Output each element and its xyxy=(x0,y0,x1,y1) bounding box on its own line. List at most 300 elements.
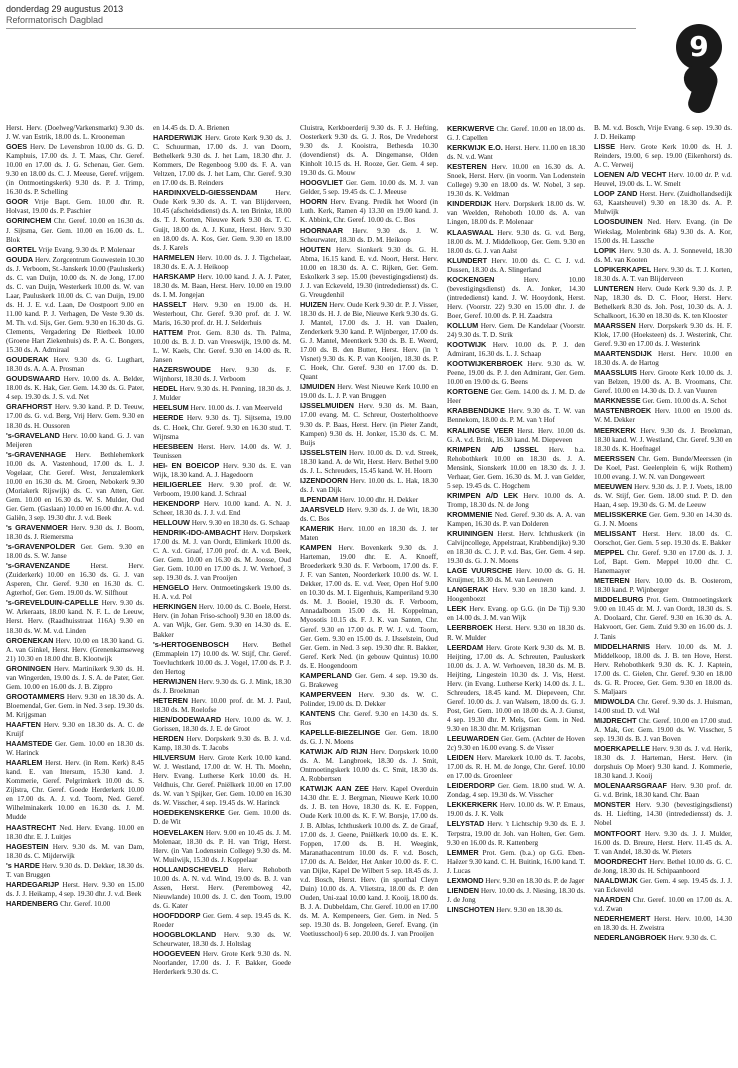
service-details: Herv. Grote Kerk 10.00 kand. W. J. Westland, 17.00 dr. W. H. Th. Moehn, Herv. Evang. Lutherse Kerk 10.00 ds. H. Veldhuis, Chr. Geref. Pniëlkerk 10.00 en 17.00 ds. W. van 't Spijker, Ger. Gem. 10.00 en 16.30 ds. W. Visscher, 4 sep. 19.45 ds. W. Harinck xyxy=(153,754,291,808)
place-name: KRUININGEN xyxy=(447,529,494,539)
listing-entry xyxy=(153,808,291,827)
listing-entry xyxy=(594,189,732,217)
listing-entry xyxy=(6,255,144,356)
listing-entry xyxy=(153,499,291,518)
service-details: Ger. Gem. 18.00 ds. G. J. N. Moens xyxy=(300,729,438,747)
listing-entry xyxy=(6,899,144,909)
place-name: KAMERIK xyxy=(300,524,335,534)
service-details: Herv. 9.30 ds. W. Scheurwater, 18.30 ds. J. Holtslag xyxy=(153,931,291,949)
service-details: Herst. Herv. 9.30 en 18.30 ds. R. W. Mulder xyxy=(447,624,585,642)
service-details: Herv. Dorpskerk 18.00 ds. W. van Weelden, Rehoboth 10.00 ds. A. van Lingen, 18.00 ds. P. Molenaar xyxy=(447,200,585,227)
service-details: Herv. 10.00 ds. J. J. Tigchelaar, 18.30 ds. E. A. J. Heikoop xyxy=(153,253,291,271)
service-details: Herv. 10.00 en 16.30 ds. A. Snoek, Herst. Herv. (in voorm. Van Lodenstein College) 9.30 en 18.00 ds. W. Nobel, 3 sep. 19.30 ds. K. Veldman xyxy=(447,163,585,199)
listing-entry xyxy=(594,284,732,321)
listing-entry xyxy=(447,734,585,753)
service-details: Herv. Dorpskerk 10.00 ds. A. M. Langbroek, 18.30 ds. J. Smit, Ontmoetingskerk 10.00 ds. C. Smit, 18.30 ds. A. Robbertsen xyxy=(300,748,438,784)
place-name: LEERDAM xyxy=(447,642,484,652)
listing-entry xyxy=(6,861,144,880)
place-name: HOOGBLOKLAND xyxy=(153,930,217,940)
service-details: Chr. Geref. 10.00 en 16.30 ds. J. Sijtsma, Ger. Gem. 10.00 en 16.00 ds. L. Blok xyxy=(6,217,144,244)
service-details: Herst. Herv. (Zuidhollandsedijk 63, Kaatsheuvel) 9.30 en 18.30 ds. A. P. Mulwijk xyxy=(594,190,732,217)
place-name: MELISSANT xyxy=(594,529,637,539)
place-name: KAPELLE-BIEZELINGE xyxy=(300,728,381,738)
place-name: HOORNAAR xyxy=(300,225,343,235)
listing-entry xyxy=(153,403,291,413)
place-name: NEDERHEMERT xyxy=(594,913,651,923)
service-details: Herv. 9.30 ds. J. W. Scheurwater, 18.30 ds. D. M. Heikoop xyxy=(300,226,438,244)
place-name: MEPPEL xyxy=(594,548,625,558)
service-details: Herv. 10.00 ds. A. Tromp, 18.30 ds. N. de Jong xyxy=(447,491,585,509)
listing-entry xyxy=(153,480,291,499)
listing-entry xyxy=(153,384,291,403)
place-name: 's HARDE xyxy=(6,860,40,870)
service-details: Herv. 10.00 ds. B. Oosterom, 18.30 kand. P. Wijnberger xyxy=(594,577,732,595)
place-name: JAARSVELD xyxy=(300,504,345,514)
listing-entry xyxy=(447,848,585,876)
place-name: 's-GRAVENPOLDER xyxy=(6,542,76,552)
listing-entry xyxy=(6,823,144,842)
listing-entry xyxy=(594,246,732,265)
listing-entry xyxy=(594,716,732,744)
place-name: LIENDEN xyxy=(447,885,480,895)
service-details: Herv. Evang. op G.G. (in De Tij) 9.30 en 14.00 ds. J. M. van Wijk xyxy=(447,605,585,623)
place-name: KRIMPEN A/D LEK xyxy=(447,490,519,500)
place-name: MIDWOLDA xyxy=(594,696,635,706)
place-name: ILPENDAM xyxy=(300,494,339,504)
place-name: HEI- EN BOEICOP xyxy=(153,460,220,470)
place-name: MAARSSEN xyxy=(594,320,636,330)
place-name: GRONINGEN xyxy=(6,663,51,673)
place-name: HOOFDDORP xyxy=(153,910,201,920)
listing-entry xyxy=(6,692,144,720)
service-details: Herv. 9.30 ds. W. C. Polinder, 19.00 ds. D. Dekker xyxy=(300,690,438,708)
listing-entry xyxy=(153,930,291,949)
listing-entry xyxy=(447,340,585,359)
service-details: Ned. Geref. 9.30 ds. A. A. van Kampen, 16.30 ds. P. van Dolderen xyxy=(447,510,585,528)
place-name: HAZERSWOUDE xyxy=(153,365,211,375)
listing-entry xyxy=(594,265,732,284)
service-details: Herv. 9.30 ds. J. Broekman, 18.30 kand. W. J. Westland, Chr. Geref. 9.30 en 18.30 ds. K. Hoefnagel xyxy=(594,426,732,453)
place-name: MOLENAARSGRAAF xyxy=(594,781,667,791)
page-header xyxy=(6,4,123,26)
listing-entry xyxy=(447,585,585,604)
listing-entry xyxy=(153,734,291,753)
service-details: Herv. 10.00 kand. G. J. van Meijeren xyxy=(6,431,144,449)
place-name: GRAFHORST xyxy=(6,402,53,412)
place-name: HENDRIK-IDO-AMBACHT xyxy=(153,528,241,538)
listing-entry xyxy=(594,914,732,933)
place-name: HAGESTEIN xyxy=(6,841,49,851)
place-name: KRIMPEN A/D IJSSEL xyxy=(447,444,539,454)
service-details: Herv. 10.00 prof. dr. M. J. Paul, 18.30 ds. M. Roelofse xyxy=(153,696,291,714)
service-details: Herst. Herv. 14.00 ds. W. J. Teunissen xyxy=(153,442,291,460)
service-details: Herv. Oude Kerk 9.30 ds. A. T. van Blijderveen, 10.45 (afscheidsdienst) ds. A. ten Brinke, 18.00 ds. T. J. Korten, Nieuwe Kerk 9.30 ds. T. C. Guijt, 18.00 ds. A. J. Kunz, Herst. Herv. 9.30 en 18.00 ds. A. Kos, Ger. Gem. 9.30 en 18.00 ds. J. Karels xyxy=(153,189,291,252)
place-name: HEDEL xyxy=(153,384,178,394)
service-details: Herv. 10.00 dr. P. v.d. Heuvel, 19.00 ds. L. W. Smelt xyxy=(594,171,732,189)
listing-entry xyxy=(6,842,144,861)
service-details: Herv. 9.30 ds. F. Wijnhorst, 18.30 ds. J. Verboom xyxy=(153,366,291,384)
service-details: Herst. Herv. (Zuiderkerk) 10.00 en 16.30 ds. G. J. van Asperen, Chr. Geref. 9.30 en 16.30 ds. C. Agterhof, Ger. Gem. 19.00 ds. W. Silfhout xyxy=(6,562,144,598)
service-details: Herst. Herv. 9.30 en 15.00 ds. J. J. Heikamp, 4 sep. 19.30 dhr. J. v.d. Beek xyxy=(6,880,144,898)
listing-entry xyxy=(153,911,291,930)
place-name: HEELSUM xyxy=(153,403,189,413)
place-name: MIDDELBURG xyxy=(594,595,644,605)
place-name: KAMPERVEEN xyxy=(300,689,352,699)
place-name: HEESBEEN xyxy=(153,441,194,451)
place-name: GOUDERAK xyxy=(6,355,49,365)
service-details: Ned. Herv. Evang. 10.00 en 18.30 dhr. E. J. Luitjes xyxy=(6,823,144,841)
place-name: LEERBROEK xyxy=(447,623,493,633)
listing-entry xyxy=(594,368,732,396)
listing-entry xyxy=(153,602,291,639)
service-details: Herv. 10.00 ds. G. H. Kruijmer, 18.30 ds. M. van Leeuwen xyxy=(447,567,585,585)
listing-column xyxy=(594,124,732,1064)
page-number-badge: 9 xyxy=(676,24,722,70)
listing-entry xyxy=(300,709,438,728)
listing-entry xyxy=(594,642,732,697)
service-details: Herst. Herv. (in Rem. Kerk) 8.45 kand. E. van Ittersum, 15.30 kand. J. Kommerie, Geref. Pelgrimkerk 10.00 ds. S. Zijlstra, Chr. Geref. Goede Herderkerk 10.00 en 17.00 ds. A. J. v.d. Toorn, Ned. Geref. Wilhelminakerk 10.00 en 16.30 ds. J. M. Mudde xyxy=(6,759,144,822)
listing-entry xyxy=(594,800,732,828)
publication-name: Reformatorisch Dagblad xyxy=(6,15,104,25)
service-details: Herv. Gem. De Kandelaar (Voorstr. 24) 9.30 ds. T. D. Strik xyxy=(447,321,585,340)
service-details: Herv. 10.00 en 19.00 ds. W. M. Dekker xyxy=(594,407,732,425)
listing-entry xyxy=(447,623,585,642)
listing-entry xyxy=(300,495,438,505)
listing-entry xyxy=(153,715,291,734)
place-name: HUIZEN xyxy=(300,299,328,309)
listing-entry xyxy=(300,671,438,690)
service-details: Herv. 9.30 (bevestigingsdienst) ds. H. Liefting, 14.30 (intredediensst) ds. J. Nobel xyxy=(594,801,732,828)
listing-entry xyxy=(594,170,732,189)
service-details: Chr. Geref. 10.00 xyxy=(60,899,111,908)
place-name: HARMELEN xyxy=(153,252,195,262)
service-details: Herv. 9.30 ds. W. Peene, 19.00 ds. P. J. den Admirant, Ger. Gem. 10.00 en 19.00 ds. G. Beens xyxy=(447,360,585,387)
service-details: Herv. West Nieuwe Kerk 10.00 en 19.00 ds. L. J. P. van Bruggen xyxy=(300,383,438,401)
listing-entry xyxy=(594,548,732,576)
listing-entry xyxy=(6,880,144,899)
service-details: Herv. 9.30 en 18.30 ds. A. C. de Kruijf xyxy=(6,721,144,739)
service-details: Herv. Zorgcentrum Gouwestein 10.30 ds. J. Verboom, St.-Janskerk 10.00 (Pauluskerk) ds. C. van Duijn, 10.00 ds. N. de Jong, 17.00 ds. C. van Duijn, Westerkerk 10.00 ds. W. van Laar, Pauluskerk 10.00 ds. C. van Duijn, 19.00 ds. H. J. E. v.d. Laan, De Oostpoort 9.00 en 11.00 kand. P. J. Verhagen, De Veste 9.30 ds. M. Th. v.d. Sijs, Ger. Gem. 9.30 en 16.30 ds. G. Clements, Vergadering De Rietbeek 10.00 (Groene Hart Ziekenhuis) ds. P. A. C. Bongers, 15.30 ds. A. Admiraal xyxy=(6,255,144,355)
place-name: HERKINGEN xyxy=(153,602,197,612)
service-details: Herv. 9.30 ds. T. J. Korten, 18.30 ds. A. T. van Blijderveen xyxy=(594,265,732,283)
place-name: HOUTEN xyxy=(300,244,331,254)
place-name: LISSE xyxy=(594,142,616,152)
place-name: HOEDEKENSKERKE xyxy=(153,808,225,818)
service-details: Herv. 9.30 ds. G. J. Mink, 18.30 ds. J. Broekman xyxy=(153,677,291,695)
place-name: MAARTENSDIJK xyxy=(594,349,652,359)
listing-entry xyxy=(447,566,585,585)
service-details: Herv. Dorpskerk 9.30 ds. B. J. v.d. Kamp, 18.30 ds. T. Jacobs xyxy=(153,735,291,753)
place-name: HEERDE xyxy=(153,413,184,423)
place-name: LINSCHOTEN xyxy=(447,904,495,914)
service-details: Herv. De Levensbron 10.00 ds. G. D. Kamphuis, 17.00 ds. J. T. Maas, Chr. Geref. 10.00 en 17.00 ds. J. G. Schenau, Ger. Gem. 9.30 en 18.00 ds. C. J. Meeuse, Geref. vrijgem. (in Ontmoetingskerk) 9.30 ds. P. J. Trimp, 16.30 ds. P. Schelling xyxy=(6,143,144,197)
service-details: Herv. 9.30 ds. E. van Wijk, 18.30 kand. A. J. Hagedoorn xyxy=(153,461,291,479)
service-details: Herv. 10.00 ds. C. C. J. v.d. Dussen, 18.30 ds. A. Slingerland xyxy=(447,256,585,274)
place-name: MONSTER xyxy=(594,800,631,810)
place-name: 's-HERTOGENBOSCH xyxy=(153,639,229,649)
listing-entry xyxy=(300,124,438,178)
listing-entry xyxy=(300,543,438,671)
listing-entry xyxy=(447,905,585,915)
place-name: HERDEN xyxy=(153,734,184,744)
listing-entry xyxy=(153,640,291,677)
listing-entry xyxy=(300,448,438,476)
listing-entry xyxy=(447,406,585,425)
listing-entry xyxy=(447,426,585,445)
place-name: KOCKENGEN xyxy=(447,274,495,284)
place-name: HILVERSUM xyxy=(153,753,196,763)
listing-entry xyxy=(594,895,732,914)
listing-column xyxy=(153,124,291,1064)
place-name: MIJDRECHT xyxy=(594,715,637,725)
service-details: Herv. 9.00 en 10.45 ds. J. M. Molenaar, 18.30 ds. P. H. van Trigt, Herst. Herv. (in Van Lodenstein College) 9.30 ds. M. W. Muilwijk, 15.30 ds. J. Koppelaar xyxy=(153,828,291,864)
place-name: LEMMER xyxy=(447,847,479,857)
service-details: Ger. Gem. 14.00 ds. J. M. D. de Heer xyxy=(447,388,585,406)
place-name: KAMPERLAND xyxy=(300,670,352,680)
service-details: Herv. 9.30 kand. P. D. Teeuw, 17.00 ds. G. v.d. Berg, Vrij Herv. Gem. 9.30 en 18.30 ds. H. Oussoren xyxy=(6,403,144,430)
listing-entry xyxy=(6,355,144,374)
service-details: Herv. Oude Kerk 9.30 ds. J. P. Nap, 18.30 ds. D. C. Floor, Herst. Herv. Bethelkerk 8.30 ds. Joh. Post, 10.30 ds. A. J. Schalkoort, 16.30 en 18.30 ds. K. ten Klooster xyxy=(594,284,732,320)
place-name: GOOR xyxy=(6,197,29,207)
service-details: Ger. Gem. 4 sep. 19.45 ds. K. Roeder xyxy=(153,911,291,929)
service-details: Herv. b.a. Rehobothkerk 10.00 en 18.30 ds. J. A. Mensink, Sionskerk 10.00 en 18.30 ds. J. J. Verhaar, Ger. Gem. 16.30 ds. M. J. van Gelder, 5 sep. 19.45 ds. C. Hogchem xyxy=(447,445,585,490)
place-name: METEREN xyxy=(594,576,630,586)
listing-entry xyxy=(447,256,585,275)
service-details: Prot. Gem. Ontmoetingskerk 9.00 en 10.45 dr. M. J. van Oordt, 18.30 ds. S. A. Doolaard, Chr. Geref. 9.30 en 16.30 ds. A. Hakvoort, Ger. Gem. Zuid 9.30 en 16.00 ds. J. J. Tanis xyxy=(594,596,732,641)
listing-entry xyxy=(153,865,291,911)
listing-entry xyxy=(6,542,144,561)
listing-entry xyxy=(594,124,732,142)
place-name: MOERKAPELLE xyxy=(594,744,650,754)
service-details: Herv. 9.30 ds. G. v.d. Berg, 18.00 ds. M. J. Middelkoop, Ger. Gem. 9.30 en 18.00 ds. G. J. van Aalst xyxy=(447,228,585,255)
service-details: Herv. Dorpskerk 17.00 ds. M. J. van Oordt, Elimkerk 10.00 ds. C. A. v.d. Graaf, 17.00 prof. dr. A. v.d. Beek, Ger. Gem. 10.00 en 16.30 ds. M. Joosse, Oud Ger. Gem. 10.00 en 17.00 ds. J. W. Verhoef, 3 sep. 19.30 ds. J. van Prooijen xyxy=(153,529,291,583)
listing-entry xyxy=(153,949,291,977)
place-name: KORTGENE xyxy=(447,387,489,397)
listing-entry xyxy=(300,226,438,245)
place-name: LOOP ZAND xyxy=(594,189,638,199)
listing-entry xyxy=(594,142,732,170)
listing-entry xyxy=(594,595,732,641)
place-name: MELISSKERKE xyxy=(594,509,647,519)
place-name: NAARDEN xyxy=(594,894,631,904)
listing-entry xyxy=(594,321,732,349)
listing-entry xyxy=(6,561,144,598)
place-name: MEERSSEN xyxy=(594,453,635,463)
place-name: HERWIJNEN xyxy=(153,676,197,686)
service-details: Herv. Grote Kerk 9.30 ds. J. C. Schuurman, 17.00 ds. J. van Doorn, Bethelkerk 9.30 ds. J. het Lam, 18.30 dhr. J. Kommers, De Regenboog 9.00 ds. F. A. van Veltzen, 17.00 ds. J. het Lam, Chr. Geref. 9.30 en 17.00 ds. B. Reinders xyxy=(153,134,291,188)
place-name: KRALINGSE VEER xyxy=(447,425,514,435)
service-details: Herv. 9.30 en 18.30 kand. J. Hoogenboezt xyxy=(447,586,585,604)
listing-entry xyxy=(447,886,585,905)
place-name: HOOGEVEEN xyxy=(153,949,201,959)
listing-entry xyxy=(447,275,585,321)
service-details: Herv. 9.30 en 18.30 ds. G. Schaap xyxy=(191,518,290,527)
place-name: HOEVELAKEN xyxy=(153,827,204,837)
listing-entry xyxy=(594,781,732,800)
listing-entry xyxy=(447,321,585,340)
place-name: MONTFOORT xyxy=(594,828,642,838)
service-details: Herst. Herv. (Doelweg/Varkensmarkt) 9.30 ds. J. W. van Estrik, 18.00 ds. L. Krooneman xyxy=(6,124,144,142)
service-details: Herv. 9.30 ds. G. Lugthart, 18.30 ds. A. A. A. Prosman xyxy=(6,356,144,374)
service-details: Herv. 9.30 ds. M. Baan, 17.00 evang. M. C. Schreur, Oosterholthoeve 9.30 ds. P. Baas, Herst. Herv. (in Pieter Zandt, Kampen) 9.30 ds. H. Jonker, 15.30 ds. C. M. Buijs xyxy=(300,402,438,447)
place-name: KOLLUM xyxy=(447,320,479,330)
listing-entry xyxy=(153,133,291,188)
place-name: LELYSTAD xyxy=(447,819,485,829)
service-details: Herv. 10.00 (bevestigingsdienst) ds. A. Jonker, 14.30 (intrededienst) kand. J. W. Hooydonk, Herst. Herv. (Voorstr. 22) 9.30 en 15.00 dhr. J. de Boer, Geref. 10.00 ds. P. H. Zaadstra xyxy=(447,275,585,320)
listing-entry xyxy=(153,583,291,602)
service-details: Herv. 10.00 ds. W. J. Gorissen, 18.30 ds. J. E. de Groot xyxy=(153,715,291,733)
listing-entry xyxy=(594,426,732,454)
place-name: GOUDSWAARD xyxy=(6,374,61,384)
place-name: KERKWERVE xyxy=(447,124,495,133)
service-details: Herv. Evang. Predik het Woord (in Luth. Kerk, Ramen 4) 13.30 en 19.00 kand. J. K. Abbink, Chr. Geref. 10.00 ds. C. Bos xyxy=(300,198,438,225)
comma-logo-icon xyxy=(686,68,721,117)
service-details: Herv. 9.30 ds. T. W. van Bennekom, 18.00 ds. P. M. van 't Hof xyxy=(447,407,585,425)
service-details: Herv. 9.30 prof. dr. G. v.d. Brink, 18.30 kand. Chr. Baan xyxy=(594,782,732,800)
service-details: Chr. Geref. 9.30 en 14.30 ds. S. Ros xyxy=(300,709,438,727)
listing-entry xyxy=(6,374,144,402)
listing-entry xyxy=(153,253,291,272)
service-details: Ned. Herv. Evang. (in De Wiekslag, Molenbrink 68a) 9.30 ds. A. Kor, 15.00 ds. H. Lassche xyxy=(594,218,732,245)
listing-entry xyxy=(300,382,438,401)
place-name: LOPIKERKAPEL xyxy=(594,264,652,274)
place-name: HIEN/DODEWAARD xyxy=(153,714,222,724)
service-details: Ger. Gem. 4 sep. 19.30 ds. G. Brakeweg xyxy=(300,671,438,689)
place-name: KESTEREN xyxy=(447,162,487,172)
listing-entry xyxy=(6,664,144,692)
listing-entry xyxy=(594,744,732,781)
service-details: Chr. Gem. Bunde/Meerssen (in De Koel, Past. Geelenplein 6, wijk Rothem) 10.00 evang. J. W. N. van Dongeweert xyxy=(594,454,732,481)
service-details: B. M. v.d. Bosch, Vrije Evang. 6 sep. 19.30 ds. J. D. Heikamp xyxy=(594,124,732,142)
listing-entry xyxy=(594,529,732,548)
place-name: 's GRAVENMOER xyxy=(6,523,68,533)
place-name: 's-GRAVELAND xyxy=(6,430,60,440)
service-details: Herv. Grote Kerk 9.30 ds. N. Noorlander, 17.00 ds. J. F. Bakker, Goede Herderkerk 9.30 ds. C. xyxy=(153,950,291,977)
listing-entry xyxy=(447,162,585,199)
place-name: LUNTEREN xyxy=(594,283,634,293)
listing-entry xyxy=(594,697,732,716)
listing-entry xyxy=(300,178,438,197)
service-details: Herv. 9.30 ds. C. xyxy=(668,934,717,943)
service-details: Herv. 9.30 ds. J. Boom, 18.30 ds. J. Riemersma xyxy=(6,524,144,542)
listing-entry xyxy=(300,784,438,939)
service-details: Herv. Marekerk 10.00 ds. T. Jacobs, 17.00 ds. R. H. M. de Jonge, Chr. Geref. 10.00 en 17.00 ds. Groenleer xyxy=(447,754,585,781)
service-details: Prot. Gem. 8.30 ds. Th. Palma, 10.00 ds. B. J. D. van Vreeswijk, 19.00 ds. M. L. W. Kaels, Chr. Geref. 9.30 en 14.00 ds. R. Jansen xyxy=(153,329,291,365)
place-name: IJZENDOORN xyxy=(300,475,348,485)
service-details: Herv. Dorpskerk 9.30 ds. H. F. Klok, 17.00 (Hoeksteen) ds. J. Westerink, Chr. Geref. 9.30 en 17.00 ds. J. Westerink xyxy=(594,321,732,349)
listing-entry xyxy=(6,758,144,822)
place-name: LEKKERKERK xyxy=(447,800,498,810)
listing-entry xyxy=(300,747,438,784)
listing-entry xyxy=(153,677,291,696)
service-details: Herv. 10.00 ds. C. Boele, Herst. Herv. (in Johan Friso-school) 9.30 en 18.00 ds. A. van Wijk, Ger. Gem. 9.30 en 14.30 ds. E. Bakker xyxy=(153,603,291,639)
place-name: HASSELT xyxy=(153,299,187,309)
listing-entry xyxy=(153,696,291,715)
listing-entry xyxy=(594,933,732,943)
service-details: Herv. 10.00 ds. L. Hak, 18.30 ds. J. van Dijk xyxy=(300,476,438,494)
listing-entry xyxy=(6,402,144,430)
place-name: KINDERDIJK xyxy=(447,199,492,209)
place-name: GOUDA xyxy=(6,254,34,264)
listing-entry xyxy=(300,524,438,543)
listing-entry xyxy=(6,245,144,255)
listing-entry xyxy=(447,445,585,491)
service-details: Herv. 9.30 en 18.30 ds. xyxy=(496,905,563,914)
listing-entry xyxy=(594,217,732,245)
listing-entry xyxy=(153,442,291,461)
listing-entry xyxy=(153,328,291,365)
service-details: Chr. Geref. 10.00 en 18.00 ds. G. J. Capellen xyxy=(447,125,585,143)
service-details: Herv. 9.30 ds. J. J. Mulder, 16.00 ds. D. Breure, Herst. Herv. 11.45 ds. A. T. van Andel, 18.30 ds. W. Pieters xyxy=(594,829,732,856)
place-name: HAAFTEN xyxy=(6,720,41,729)
service-details: Herv. 10.00 en 18.30 kand. G. A. van Ginkel, Herst. Herv. (Grenenkamseweg 21) 10.30 en 18.00 dhr. B. Klootwijk xyxy=(6,636,144,663)
service-details: Herv. Sionkerk 9.30 ds. G. H. Abma, 16.15 kand. E. v.d. Noort, Herst. Herv. 10.00 en 18.30 ds. A. C. Rijken, Ger. Gem. Eskolkerk 3 sep. 15.00 (bevestigingsdienst) ds. J. J. van Eckeveld, 19.30 (intredediensst) ds. C. G. Vreugdenhil xyxy=(300,245,438,299)
place-name: GORTEL xyxy=(6,244,37,254)
service-details: Herv. 9.30 ds. A. J. Sonneveld, 18.30 ds. M. van Kooten xyxy=(594,246,732,264)
service-details: Herv. 9.30 en 18.30 ds. A. Bloemendal, Ger. Gem. in Ned. 3 sep. 19.30 ds. M. Krijgsman xyxy=(6,692,144,719)
listing-entry xyxy=(300,245,438,300)
service-details: Herv. 9.30 en 19.00 ds. H. Westerhout, Chr. Geref. 9.30 prof. dr. J. W. Maris, 16.30 prof. dr. H. J. Selderhuis xyxy=(153,300,291,327)
service-details: Herv. Martinikerk 9.30 ds. H. van Wingerden, 19.00 ds. J. S. A. de Pater, Ger. Gem. 10.00 en 16.00 ds. J. B. Zippro xyxy=(6,664,144,691)
place-name: LAGE VUURSCHE xyxy=(447,566,513,576)
service-details: Herv. 10.00 ds. M. J. Middelkoop, 18.00 ds. J. B. ten Hove, Herst. Herv. Rehobothkerk 9.30 ds. K. J. Kaptein, 17.00 ds. C. Gielen, Chr. Geref. 9.30 en 18.00 ds. G. R. Procee, Ger. Gem. 9.30 en 18.00 ds. S. Maljaars xyxy=(594,642,732,696)
listing-entry xyxy=(153,300,291,328)
place-name: KROMMENIE xyxy=(447,509,493,519)
service-details: Chr. Geref. 9.30 en 17.00 ds. J. J. Lof, Bapt. Gem. Meppel 10.00 dhr. C. Hanemaayer xyxy=(594,549,732,576)
service-details: Chr. Geref. 10.00 en 17.00 stud. A. Mak, Ger. Gem. 19.00 ds. W. Visscher, 5 sep. 19.30 ds. B. J. van Boven xyxy=(594,716,732,744)
service-details: Herv. 10.00 en 18.30 ds. J. ter Maten xyxy=(300,525,438,543)
service-details: Prot. Gem. (b.a.) op G.G. Eben-Haëzer 9.30 kand. C. H. Buitink, 16.00 kand. T. J. Lucas xyxy=(447,848,585,875)
listing-entry xyxy=(153,188,291,252)
listing-entry xyxy=(447,604,585,623)
listing-entry xyxy=(6,216,144,244)
listing-entry xyxy=(447,781,585,800)
place-name: GROENEKAN xyxy=(6,635,54,645)
place-name: HARDERWIJK xyxy=(153,133,203,143)
service-details: Herv. Bethlehemkerk 10.00 ds. A. Vastenhoud, 17.00 ds. L. J. Vogelaar, Chr. Geref. West, Jeruzalemkerk 10.00 en 16.30 ds. M. Groen, Nebokerk 9.30 (Moriakerk Rijswijk) ds. C. van Atten, Ger. Gem. 10.00 en 16.30 ds. W. S. Mulder, Oud Ger. Gem. (Gaslaan) 10.00 en 16.00 dhr. A. v.d. Galiën, 3 sep. 19.30 dhr. J. v.d. Beek xyxy=(6,450,144,522)
place-name: HAARLEM xyxy=(6,758,43,768)
place-name: IJSSELSTEIN xyxy=(300,447,347,457)
listing-entry xyxy=(447,529,585,566)
listing-entry xyxy=(447,491,585,510)
listing-entry xyxy=(447,143,585,162)
place-name: LEIDEN xyxy=(447,753,474,763)
place-name: 's-GRAVENHAGE xyxy=(6,449,66,459)
place-name: NEDERLANGBROEK xyxy=(594,933,667,943)
service-details: Herv. 10.00 ds. P. J. den Admirant, 16.30 ds. L. J. Schaap xyxy=(447,341,585,359)
place-name: HATTEM xyxy=(153,328,183,338)
service-details: Herv. Grote Kerk 9.30 ds. M. B. Heijting, 17.00 ds. A. Schreuten, Pauluskerk 10.00 ds. J. A. W. Verhoeven, 18.30 ds. M. B. Heijting, Lingestein 10.30 ds. J. Vis, Herst. Herv. (in Evang. Lutherse Kerk) 14.00 ds. J. L. Schreuders, 18.45 kand. M. Diepeveen, Chr. Geref. 10.00 ds. J. van Walsem, 18.00 ds. G. J. Post, Ger. Gem. 10.00 en 18.00 ds. A. J. Gunst, 4 sep. 19.30 dhr. P. Mels, Ger. Gem. in Ned. 9.30 en 18.30 dhr. M. Krijgsman xyxy=(447,643,585,733)
place-name: HEKENDORP xyxy=(153,498,200,508)
listing-entry xyxy=(594,876,732,895)
service-details: Herv. 10.00 kand. A. N. J. Scheer, 18.30 ds. J. J. v.d. End xyxy=(153,499,291,517)
listing-entry xyxy=(6,636,144,664)
place-name: LEIDERDORP xyxy=(447,781,495,791)
place-name: MIDDELHARNIS xyxy=(594,641,650,651)
listing-entry xyxy=(594,454,732,482)
place-name: KRABBENDIJKE xyxy=(447,406,505,416)
place-name: MOORDRECHT xyxy=(594,856,648,866)
place-name: HARDEGARIJP xyxy=(6,879,60,889)
listing-entry xyxy=(594,349,732,368)
listing-entry xyxy=(6,598,144,635)
place-name: KAMPEN xyxy=(300,543,332,553)
place-name: HOOGVLIET xyxy=(300,178,343,188)
listing-entry xyxy=(594,406,732,425)
service-details: Herv. 9.30 ds. D. Dekker, 18.30 ds. T. van Bruggen xyxy=(6,861,144,879)
listing-entry xyxy=(300,728,438,747)
listing-entry xyxy=(594,829,732,857)
